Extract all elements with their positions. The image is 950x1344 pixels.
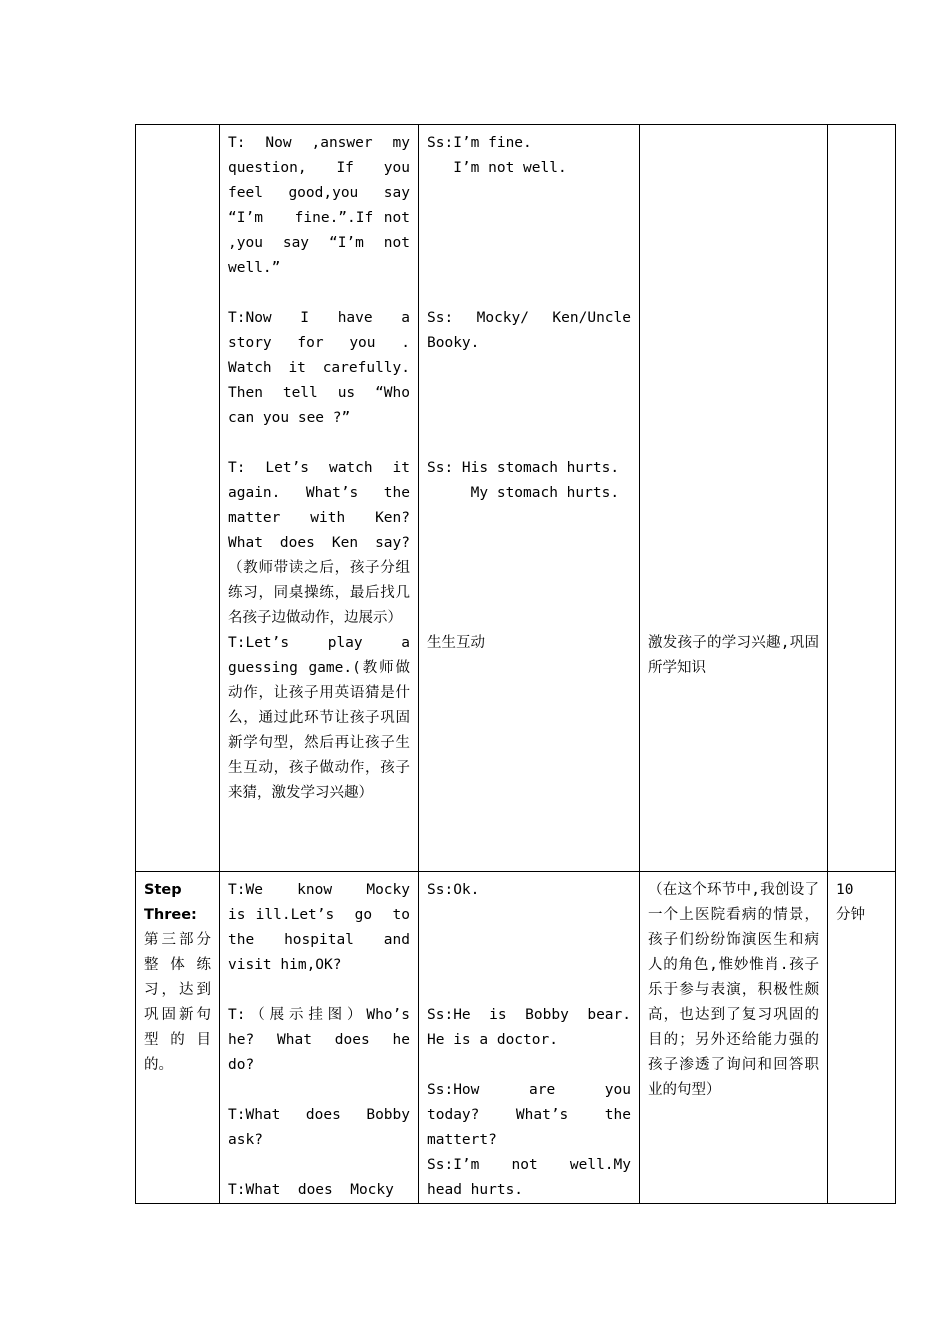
lesson-plan-table [135,124,896,1204]
step-label: Step Three: [144,882,197,923]
teacher-text: T:What does Bobby ask? [228,1107,419,1148]
teacher-text: T: Let’s watch it again. What’s the matter with Ken? What does Ken say?（教师带读之后，孩子分组练习，同桌操练，最后找几名孩子边做动作，边展示） [228,460,419,626]
teacher-activity-cell [220,125,419,872]
student-text: Ss:Ok. [427,882,480,898]
teacher-text: T:Let’s play a guessing game.(教师做动作，让孩子用英语猜是什么，通过此环节让孩子巩固新学句型，然后再让孩子生生互动，孩子做动作，孩子来猜，激发学习兴趣） [228,635,419,801]
purpose-text: （在这个环节中,我创设了一个上医院看病的情景，孩子们纷纷饰演医生和病人的角色,惟妙惟肖.孩子乐于参与表演，积极性颇高，也达到了复习巩固的目的；另外还给能力强的孩子渗透了询问和回答职业的句型） [648,882,819,1098]
student-text: Ss:I’m fine. I’m not well. [427,135,567,176]
table-row [136,872,896,1204]
teacher-text: T: Now ,answer my question, If you feel good,you say “I’m fine.”.If not ,you say “I’m not well.” [228,135,419,276]
step-cell [136,125,220,872]
time-cell [828,125,896,872]
step-description: 第三部分整体练习，达到巩固新句型的目的。 [144,932,211,1073]
design-purpose-cell [640,125,828,872]
design-purpose-cell [640,872,828,1204]
step-cell [136,872,220,1204]
student-text: Ss:I’m not well.My head hurts. [427,1157,640,1198]
student-text: Ss: His stomach hurts. My stomach hurts. [427,460,620,501]
teacher-text: T:What does Mocky [228,1182,394,1198]
time-cell [828,872,896,1204]
student-text: 生生互动 [427,635,485,651]
teacher-text: T:Now I have a story for you . Watch it carefully. Then tell us “Who can you see ?” [228,310,419,426]
teacher-text: T:We know Mocky is ill.Let’s go to the hospital and visit him,OK? [228,882,428,973]
student-activity-cell [419,125,640,872]
time-text: 10 分钟 [836,882,865,923]
student-text: Ss:How are you today? What’s the mattert? [427,1082,649,1148]
purpose-text: 激发孩子的学习兴趣,巩固所学知识 [648,635,819,676]
teacher-activity-cell [220,872,428,1204]
teacher-text: T:（展示挂图）Who’s he? What does he do? [228,1007,419,1073]
student-text: Ss: Mocky/ Ken/Uncle Booky. [427,310,640,351]
student-text: Ss:He is Bobby bear. He is a doctor. [427,1007,640,1048]
table-row [136,125,896,872]
student-activity-cell [419,872,649,1204]
